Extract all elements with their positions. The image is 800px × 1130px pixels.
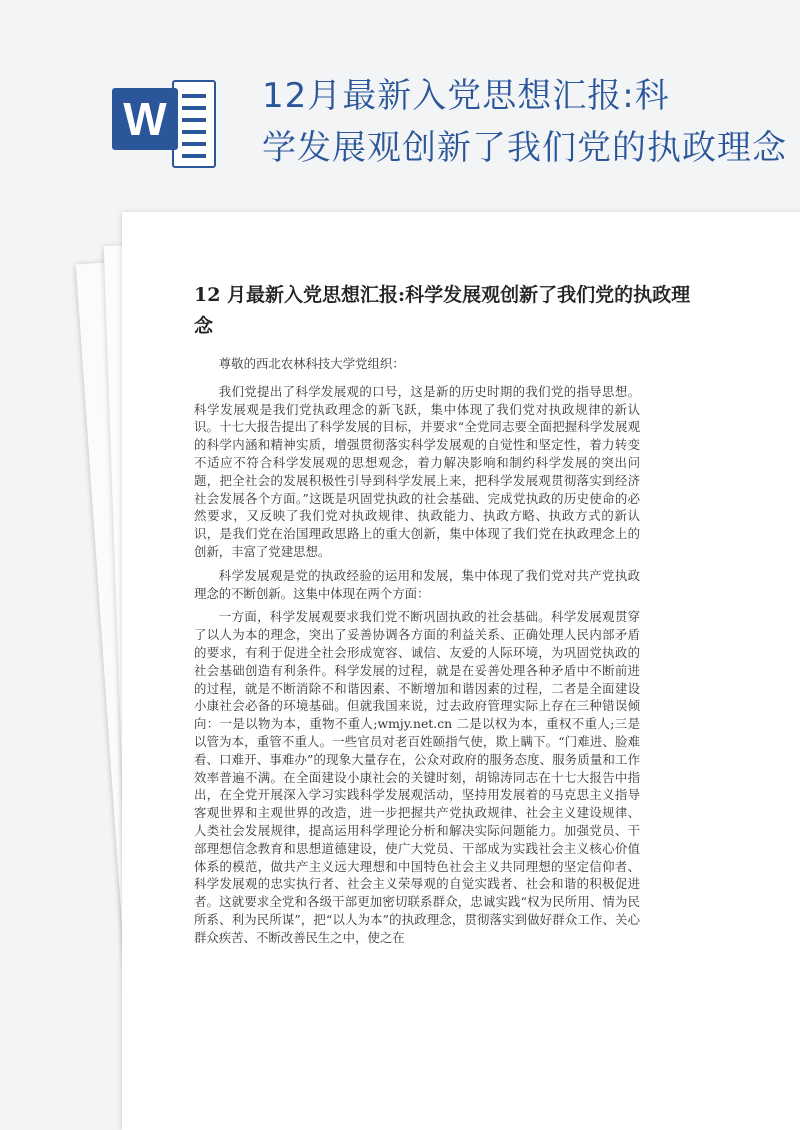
- document-title: 12 月最新入党思想汇报:科学发展观创新了我们党的执政理念: [194, 284, 691, 337]
- word-page-icon: [172, 80, 216, 168]
- page-title-line-1: 12月最新入党思想汇报:科: [262, 76, 670, 116]
- paragraph: 科学发展观是党的执政经验的运用和发展，集中体现了我们党对共产党执政理念的不断创新。这集中体现在两个方面：: [194, 567, 640, 601]
- word-letter-icon: W: [112, 88, 178, 150]
- page-title-line-2: 学发展观创新了我们党的执政理念: [262, 128, 787, 168]
- paragraph: 一方面，科学发展观要求我们党不断巩固执政的社会基础。科学发展观贯穿了以人为本的理念，突出了妥善协调各方面的利益关系、正确处理人民内部矛盾的要求，有利于促进全社会形成宽容、诚信、友爱的人际环境，为巩固党执政的社会基础创造有利条件。科学发展的过程，就是在妥善处理各种矛盾中不断前进的过程，就是不断消除不和谐因素、不断增加和谐因素的过程，二者是全面建设小康社会必备的环境基础。但就我国来说，过去政府管理实际上存在三种错误倾向：一是以物为本，重物不重人;wmjy.net.cn 二是以权为本，重权不重人;三是以管为本，重管不重人。一些官员对老百姓颐指气使，欺上瞒下。“门难进、脸难看、口难开、事难办”的现象大量存在，公众对政府的服务态度、服务质量和工作效率普遍不满。在全面建设小康社会的关键时刻，胡锦涛同志在十七大报告中指出，在全党开展深入学习实践科学发展观活动，坚持用发展着的马克思主义指导客观世界和主观世界的改造，进一步把握共产党执政规律、社会主义建设规律、人类社会发展规律，提高运用科学理论分析和解决实际问题能力。加强党员、干部理想信念教育和思想道德建设，使广大党员、干部成为实践社会主义核心价值体系的模范，做共产主义远大理想和中国特色社会主义共同理想的坚定信仰者、科学发展观的忠实执行者、社会主义荣辱观的自觉实践者、社会和谐的积极促进者。这就要求全党和各级干部更加密切联系群众，忠诚实践“权为民所用、情为民所系、利为民所谋”，把“以人为本”的执政理念，贯彻落实到做好群众工作、关心群众疾苦、不断改善民生之中，使之在: [194, 609, 640, 945]
- page-title: [262, 70, 787, 174]
- salutation: 尊敬的西北农林科技大学党组织：: [218, 356, 405, 371]
- page-header: [0, 0, 800, 210]
- document-page: [122, 212, 800, 1130]
- document-body: [194, 355, 640, 953]
- paragraph: 我们党提出了科学发展观的口号，这是新的历史时期的我们党的指导思想。科学发展观是我们党执政理念的新飞跃，集中体现了我们党对执政规律的新认识。十七大报告提出了科学发展的目标，并要求“全党同志要全面把握科学发展观的科学内涵和精神实质，增强贯彻落实科学发展观的自觉性和坚定性，着力转变不适应不符合科学发展观的思想观念，着力解决影响和制约科学发展的突出问题，把全社会的发展积极性引导到科学发展上来，把科学发展观贯彻落实到经济社会发展各个方面。”这既是巩固党执政的社会基础、完成党执政的历史使命的必然要求，又反映了我们党对执政规律、执政能力、执政方略、执政方式的新认识，是我们党在治国理政思路上的重大创新，集中体现了我们党在执政理念上的创新，丰富了党建思想。: [194, 383, 640, 559]
